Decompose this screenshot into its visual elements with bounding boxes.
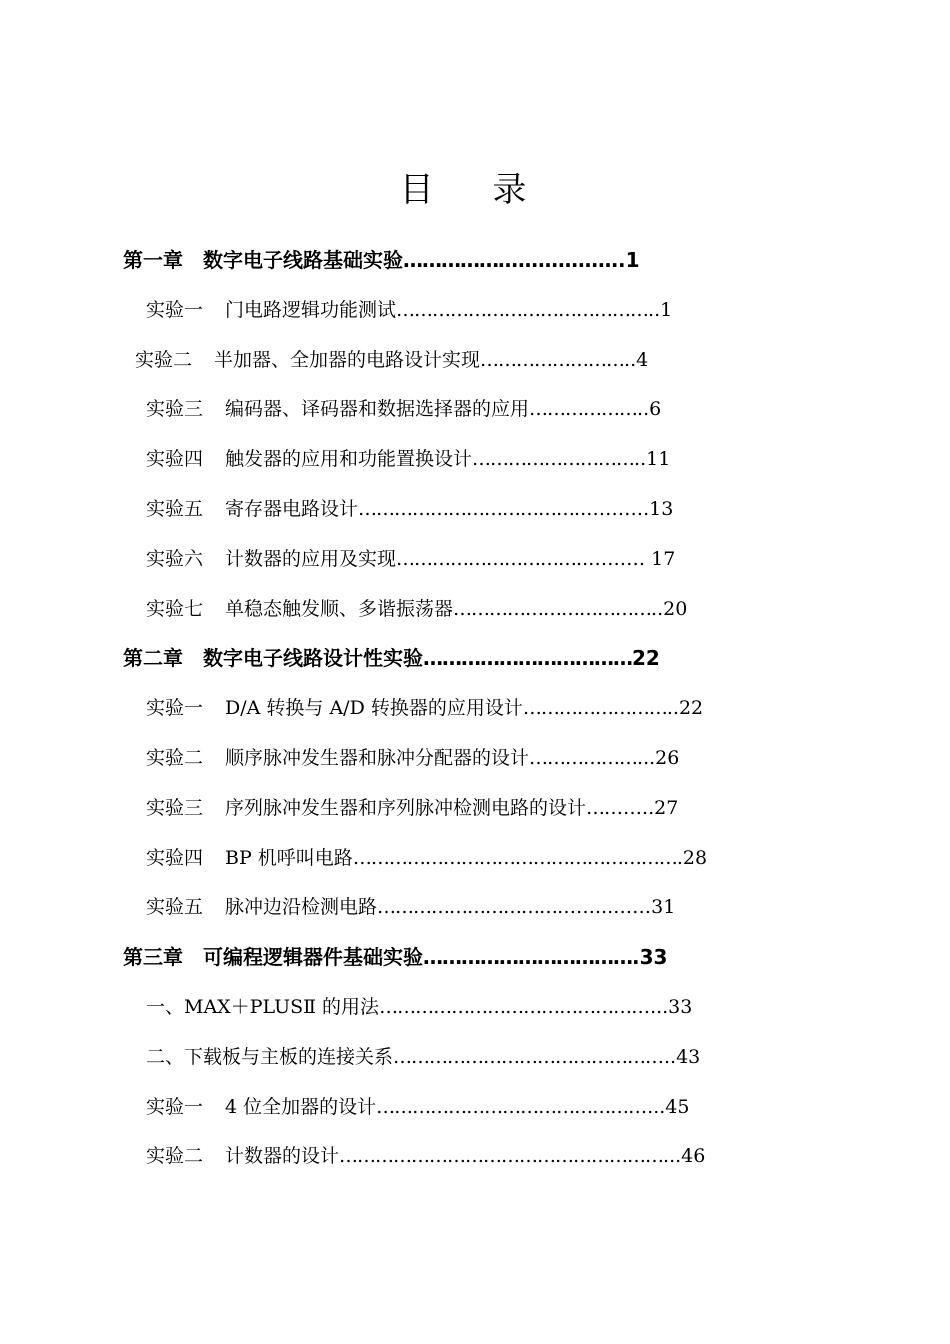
toc-entry-title: 计数器的设计 [225,1145,340,1168]
toc-entry-number: 实验一 [146,697,204,720]
toc-section-entry[interactable] [0,985,950,1035]
toc-entry-number: 实验三 [146,796,204,819]
toc-dot-leader: …………………………… [423,945,632,970]
toc-entry-title: 数字电子线路设计性实验 [203,646,423,671]
toc-entry-title: 一、MAX＋PLUSⅡ 的用法 [146,995,380,1018]
toc-entry-number: 第一章 [123,248,183,272]
toc-section-entry[interactable] [0,1035,950,1085]
toc-dot-leader: ……………………………………………… [339,1145,664,1168]
toc-section-entry[interactable] [0,1085,950,1135]
toc-entry-title: 寄存器电路设计 [225,497,359,520]
toc-entry-title: 二、下载板与主板的连接关系 [146,1045,394,1068]
toc-dot-leader: ……………………………… [358,497,575,520]
toc-dot-leader: ………………………… [396,547,577,570]
toc-entry-title: 单稳态触发顺、多谐振荡器 [225,597,454,620]
toc-entry-number: 实验二 [146,1145,204,1168]
toc-entry-number: 实验一 [146,298,204,321]
toc-section-entry[interactable] [0,686,950,736]
toc-section-entry[interactable] [0,487,950,537]
toc-page-number: ..4 [624,348,649,371]
toc-dot-leader: …………………… [480,348,625,371]
toc-entry-title: BP 机呼叫电路 [225,846,353,869]
toc-dot-leader: …………………………… [453,597,652,620]
toc-page-number: ……..27 [604,796,679,819]
toc-chapter-entry[interactable] [0,935,950,985]
toc-entry-title: 脉冲边沿检测电路 [225,896,378,919]
toc-page-number: ...46 [663,1145,706,1168]
toc-dot-leader: …………………………… [423,646,632,671]
toc-dot-leader: …………………………………… [393,1045,646,1068]
toc-entry-number: 实验六 [146,547,204,570]
toc-section-entry[interactable] [0,1134,950,1184]
toc-page-number: …..43 [645,1045,701,1068]
toc-dot-leader: …………… [403,248,498,272]
toc-section-entry[interactable] [0,338,950,388]
toc-dot-leader: ……………………………………………… [352,846,677,869]
toc-section-entry[interactable] [0,387,950,437]
toc-page-number: .33 [632,945,668,970]
toc-entry-title: 4 位全加器的设计 [225,1095,377,1118]
toc-page-number: ..……….13 [574,497,674,520]
toc-entry-title: 顺序脉冲发生器和脉冲分配器的设计 [225,746,530,769]
toc-entry-title: 门电路逻辑功能测试 [225,298,397,321]
toc-section-entry[interactable] [0,786,950,836]
toc-entry-number: 第二章 [123,646,183,671]
toc-chapter-entry[interactable] [0,238,950,288]
toc-section-entry[interactable] [0,437,950,487]
toc-page-number: ……………….1 [498,248,640,272]
toc-dot-leader: …………………… [522,697,667,720]
toc-dot-leader: ………………………… [377,896,558,919]
toc-entry-number: 第三章 [123,945,183,970]
toc-entry-title: 计数器的应用及实现 [225,547,397,570]
toc-dot-leader: … [586,796,605,819]
toc-dot-leader: …………………………………… [379,995,632,1018]
toc-page-number: ……...……31 [557,896,676,919]
toc-entry-number: 实验三 [146,398,204,421]
toc-page-number: ..6 [637,398,662,421]
toc-entry-number: 实验五 [146,896,204,919]
toc-entry-title: 数字电子线路基础实验 [203,248,403,272]
toc-page-number: …...45 [628,1095,690,1118]
toc-entry-title: D/A 转换与 A/D 转换器的应用设计 [225,697,523,720]
toc-section-entry[interactable] [0,736,950,786]
toc-entry-number: 实验四 [146,846,204,869]
toc-dot-leader: ……………… [529,398,638,421]
toc-title: 目 录 [399,170,551,210]
toc-page-number: .28 [676,846,708,869]
toc-dot-leader: ……………… [529,746,638,769]
toc-dot-leader: ……………………… [472,448,635,471]
toc-section-entry[interactable] [0,836,950,886]
toc-section-entry[interactable] [0,885,950,935]
toc-entry-title: 序列脉冲发生器和序列脉冲检测电路的设计 [225,796,587,819]
toc-section-entry[interactable] [0,288,950,338]
toc-entry-number: 实验二 [146,746,204,769]
toc-chapter-entry[interactable] [0,636,950,686]
toc-section-entry[interactable] [0,587,950,637]
toc-dot-leader: …………………………………… [396,298,649,321]
toc-page-number: 22 [632,646,660,671]
toc-page-number: ..11 [634,448,671,471]
toc-list [0,238,950,1184]
toc-page-number: ..22 [666,697,704,720]
toc-entry-title: 半加器、全加器的电路设计实现 [214,348,481,371]
toc-entry-title: 触发器的应用和功能置换设计 [225,448,473,471]
toc-entry-number: 实验二 [135,348,193,371]
toc-dot-leader: …………………………………… [376,1095,629,1118]
toc-page-number: ..1 [648,298,673,321]
toc-section-entry[interactable] [0,537,950,587]
toc-entry-number: 实验五 [146,497,204,520]
toc-page-number: ...26 [637,746,680,769]
toc-page-number: …...33 [631,995,693,1018]
toc-entry-title: 可编程逻辑器件基础实验 [203,945,423,970]
toc-entry-number: 实验一 [146,1095,204,1118]
toc-entry-number: 实验四 [146,448,204,471]
toc-entry-title: 编码器、译码器和数据选择器的应用 [225,398,530,421]
toc-page-number: ..……… 17 [576,547,676,570]
toc-page-number: ..20 [651,597,688,620]
toc-entry-number: 实验七 [146,597,204,620]
